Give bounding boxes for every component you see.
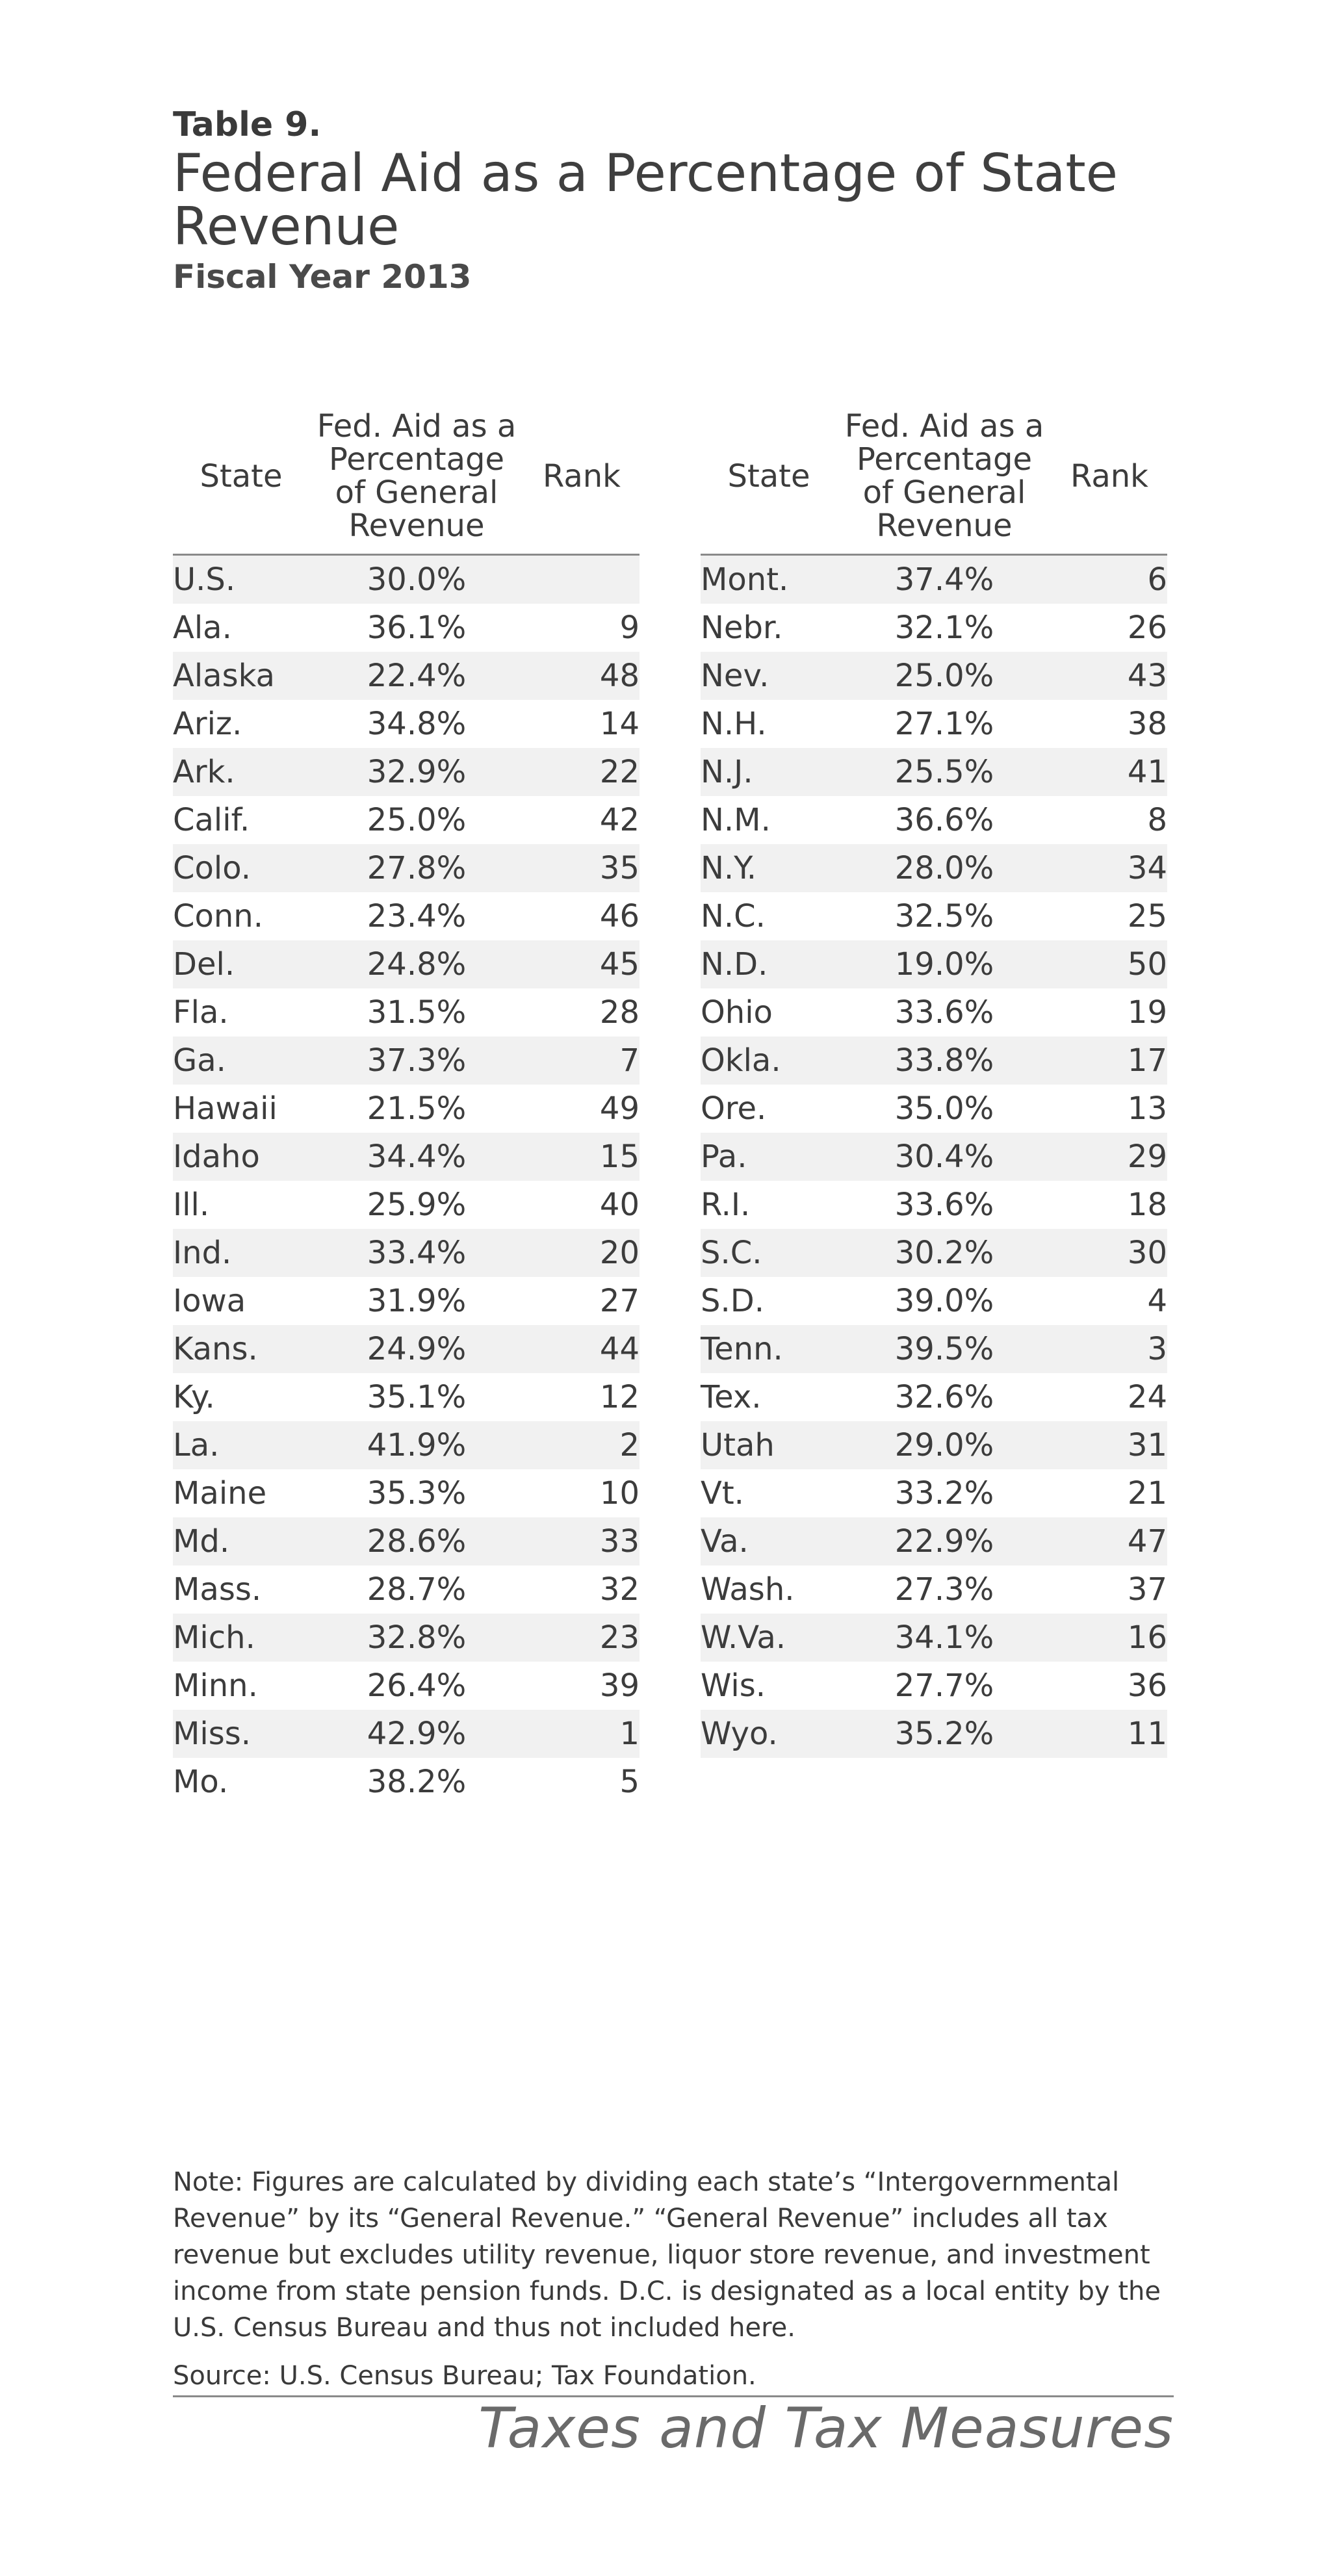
rank-cell: 45 bbox=[524, 940, 640, 988]
percentage-cell: 24.8% bbox=[309, 940, 524, 988]
state-cell: Va. bbox=[701, 1517, 837, 1565]
table-row bbox=[173, 555, 640, 604]
state-cell: Mass. bbox=[173, 1565, 309, 1614]
table-row bbox=[173, 844, 640, 892]
percentage-cell: 27.7% bbox=[837, 1662, 1052, 1710]
rank-cell: 47 bbox=[1052, 1517, 1167, 1565]
percentage-cell: 28.6% bbox=[309, 1517, 524, 1565]
percentage-cell: 23.4% bbox=[309, 892, 524, 940]
table-row bbox=[701, 1517, 1167, 1565]
table-number: Table 9. bbox=[173, 105, 322, 144]
table-row bbox=[701, 1565, 1167, 1614]
table-row bbox=[701, 1325, 1167, 1373]
state-cell: Miss. bbox=[173, 1710, 309, 1758]
state-cell: Mo. bbox=[173, 1758, 309, 1806]
state-cell: Ind. bbox=[173, 1229, 309, 1277]
table-row bbox=[701, 1710, 1167, 1758]
rank-cell: 44 bbox=[524, 1325, 640, 1373]
state-cell: W.Va. bbox=[701, 1614, 837, 1662]
table-row bbox=[701, 748, 1167, 796]
rank-cell: 1 bbox=[524, 1710, 640, 1758]
state-cell: Ill. bbox=[173, 1181, 309, 1229]
percentage-cell: 27.3% bbox=[837, 1565, 1052, 1614]
percentage-cell: 33.8% bbox=[837, 1037, 1052, 1085]
rank-cell: 28 bbox=[524, 988, 640, 1037]
rank-cell: 3 bbox=[1052, 1325, 1167, 1373]
percentage-cell: 30.0% bbox=[309, 555, 524, 604]
column-header-pct-line: Percentage bbox=[328, 441, 505, 478]
table-row bbox=[701, 1614, 1167, 1662]
state-cell: Vt. bbox=[701, 1469, 837, 1517]
state-cell: Iowa bbox=[173, 1277, 309, 1325]
rank-cell: 21 bbox=[1052, 1469, 1167, 1517]
state-cell: Tenn. bbox=[701, 1325, 837, 1373]
table-row bbox=[173, 1325, 640, 1373]
percentage-cell: 32.8% bbox=[309, 1614, 524, 1662]
state-cell: Mont. bbox=[701, 555, 837, 604]
state-cell: Ore. bbox=[701, 1085, 837, 1133]
table-row bbox=[701, 1373, 1167, 1421]
percentage-cell: 35.0% bbox=[837, 1085, 1052, 1133]
state-cell: Ohio bbox=[701, 988, 837, 1037]
rank-cell: 29 bbox=[1052, 1133, 1167, 1181]
state-cell: R.I. bbox=[701, 1181, 837, 1229]
state-cell: N.J. bbox=[701, 748, 837, 796]
column-header-pct bbox=[309, 403, 524, 555]
state-cell: Nebr. bbox=[701, 604, 837, 652]
table-row bbox=[701, 796, 1167, 844]
rank-cell: 39 bbox=[524, 1662, 640, 1710]
table-row bbox=[701, 940, 1167, 988]
percentage-cell: 28.0% bbox=[837, 844, 1052, 892]
rank-cell: 24 bbox=[1052, 1373, 1167, 1421]
state-cell: Alaska bbox=[173, 652, 309, 700]
state-cell: Wis. bbox=[701, 1662, 837, 1710]
table-row bbox=[173, 940, 640, 988]
percentage-cell: 36.1% bbox=[309, 604, 524, 652]
rank-cell: 27 bbox=[524, 1277, 640, 1325]
column-header-pct-line: Fed. Aid as a bbox=[317, 408, 517, 444]
table-row bbox=[173, 748, 640, 796]
percentage-cell: 25.5% bbox=[837, 748, 1052, 796]
rank-cell: 6 bbox=[1052, 555, 1167, 604]
rank-cell: 17 bbox=[1052, 1037, 1167, 1085]
rank-cell: 36 bbox=[1052, 1662, 1167, 1710]
state-cell: La. bbox=[173, 1421, 309, 1469]
rank-cell: 31 bbox=[1052, 1421, 1167, 1469]
page-title: Federal Aid as a Percentage of State Revenue bbox=[173, 143, 1118, 257]
rank-cell: 37 bbox=[1052, 1565, 1167, 1614]
table-footer bbox=[173, 2164, 1174, 2460]
state-cell: Ariz. bbox=[173, 700, 309, 748]
rank-cell: 11 bbox=[1052, 1710, 1167, 1758]
state-cell: Md. bbox=[173, 1517, 309, 1565]
rank-cell: 22 bbox=[524, 748, 640, 796]
rank-cell: 32 bbox=[524, 1565, 640, 1614]
percentage-cell: 32.1% bbox=[837, 604, 1052, 652]
table-row bbox=[701, 1662, 1167, 1710]
column-header-pct-line: Fed. Aid as a bbox=[844, 408, 1044, 444]
column-header-state: State bbox=[701, 403, 837, 555]
table-row bbox=[173, 1469, 640, 1517]
table-header bbox=[173, 104, 1174, 298]
table-row bbox=[701, 1421, 1167, 1469]
table-row bbox=[173, 652, 640, 700]
table-row bbox=[173, 1758, 640, 1806]
state-cell: Tex. bbox=[701, 1373, 837, 1421]
rank-cell: 42 bbox=[524, 796, 640, 844]
percentage-cell: 24.9% bbox=[309, 1325, 524, 1373]
table-row bbox=[173, 604, 640, 652]
state-cell: Conn. bbox=[173, 892, 309, 940]
table-row bbox=[701, 1229, 1167, 1277]
percentage-cell: 41.9% bbox=[309, 1421, 524, 1469]
rank-cell: 20 bbox=[524, 1229, 640, 1277]
state-cell: Minn. bbox=[173, 1662, 309, 1710]
percentage-cell: 29.0% bbox=[837, 1421, 1052, 1469]
percentage-cell: 19.0% bbox=[837, 940, 1052, 988]
table-row bbox=[173, 988, 640, 1037]
table-row bbox=[173, 1614, 640, 1662]
page-subtitle: Fiscal Year 2013 bbox=[173, 258, 472, 296]
rank-cell: 46 bbox=[524, 892, 640, 940]
rank-cell: 50 bbox=[1052, 940, 1167, 988]
rank-cell: 7 bbox=[524, 1037, 640, 1085]
table-row bbox=[173, 1181, 640, 1229]
state-cell: Hawaii bbox=[173, 1085, 309, 1133]
percentage-cell: 33.2% bbox=[837, 1469, 1052, 1517]
rank-cell: 25 bbox=[1052, 892, 1167, 940]
percentage-cell: 33.6% bbox=[837, 988, 1052, 1037]
table-row bbox=[701, 1469, 1167, 1517]
percentage-cell: 36.6% bbox=[837, 796, 1052, 844]
percentage-cell: 39.5% bbox=[837, 1325, 1052, 1373]
state-cell: Nev. bbox=[701, 652, 837, 700]
table-row bbox=[173, 1229, 640, 1277]
table-row bbox=[173, 892, 640, 940]
table-row bbox=[173, 1133, 640, 1181]
table-row bbox=[173, 1517, 640, 1565]
rank-cell bbox=[524, 555, 640, 604]
table-row bbox=[701, 1181, 1167, 1229]
left-table-body bbox=[173, 555, 640, 1807]
percentage-cell: 38.2% bbox=[309, 1758, 524, 1806]
state-cell: S.C. bbox=[701, 1229, 837, 1277]
percentage-cell: 21.5% bbox=[309, 1085, 524, 1133]
percentage-cell: 28.7% bbox=[309, 1565, 524, 1614]
state-cell: Calif. bbox=[173, 796, 309, 844]
rank-cell: 43 bbox=[1052, 652, 1167, 700]
percentage-cell: 27.8% bbox=[309, 844, 524, 892]
percentage-cell: 34.8% bbox=[309, 700, 524, 748]
column-header-pct-line: Percentage bbox=[856, 441, 1033, 478]
rank-cell: 19 bbox=[1052, 988, 1167, 1037]
state-cell: Pa. bbox=[701, 1133, 837, 1181]
rank-cell: 9 bbox=[524, 604, 640, 652]
rank-cell: 15 bbox=[524, 1133, 640, 1181]
table-row bbox=[701, 555, 1167, 604]
state-cell: Maine bbox=[173, 1469, 309, 1517]
table-row bbox=[173, 796, 640, 844]
table-row bbox=[173, 1277, 640, 1325]
table-row bbox=[173, 1085, 640, 1133]
percentage-cell: 25.0% bbox=[309, 796, 524, 844]
state-cell: Colo. bbox=[173, 844, 309, 892]
rank-cell: 5 bbox=[524, 1758, 640, 1806]
state-cell: Mich. bbox=[173, 1614, 309, 1662]
table-row bbox=[701, 1085, 1167, 1133]
state-cell: Idaho bbox=[173, 1133, 309, 1181]
publication-title: Taxes and Tax Measures bbox=[478, 2396, 1174, 2461]
percentage-cell: 33.4% bbox=[309, 1229, 524, 1277]
state-cell: Kans. bbox=[173, 1325, 309, 1373]
column-header-pct-line: of General bbox=[335, 474, 498, 511]
percentage-cell: 30.4% bbox=[837, 1133, 1052, 1181]
state-cell: Ark. bbox=[173, 748, 309, 796]
percentage-cell: 27.1% bbox=[837, 700, 1052, 748]
rank-cell: 49 bbox=[524, 1085, 640, 1133]
table-row bbox=[173, 1373, 640, 1421]
column-header-rank: Rank bbox=[1052, 403, 1167, 555]
state-cell: Ala. bbox=[173, 604, 309, 652]
percentage-cell: 39.0% bbox=[837, 1277, 1052, 1325]
table-note: Note: Figures are calculated by dividing each state’s “Intergovernmental Revenue” by its “General Revenue.” “General Revenue” includes all tax revenue but excludes utility revenue, liquor store revenue, and investment income from state pension funds. D.C. is designated as a local entity by the U.S. Census Bureau and thus not included here. bbox=[173, 2167, 1161, 2343]
state-cell: N.D. bbox=[701, 940, 837, 988]
rank-cell: 13 bbox=[1052, 1085, 1167, 1133]
rank-cell: 35 bbox=[524, 844, 640, 892]
table-row bbox=[701, 988, 1167, 1037]
percentage-cell: 25.0% bbox=[837, 652, 1052, 700]
table-row bbox=[701, 1037, 1167, 1085]
table-row bbox=[173, 700, 640, 748]
table-header-row bbox=[701, 403, 1167, 555]
percentage-cell: 37.3% bbox=[309, 1037, 524, 1085]
table-row bbox=[701, 652, 1167, 700]
rank-cell: 4 bbox=[1052, 1277, 1167, 1325]
column-header-pct-line: Revenue bbox=[876, 508, 1013, 544]
percentage-cell: 34.1% bbox=[837, 1614, 1052, 1662]
rank-cell: 10 bbox=[524, 1469, 640, 1517]
percentage-cell: 34.4% bbox=[309, 1133, 524, 1181]
rank-cell: 23 bbox=[524, 1614, 640, 1662]
rank-cell: 34 bbox=[1052, 844, 1167, 892]
percentage-cell: 25.9% bbox=[309, 1181, 524, 1229]
percentage-cell: 31.9% bbox=[309, 1277, 524, 1325]
column-header-rank: Rank bbox=[524, 403, 640, 555]
state-cell: Ga. bbox=[173, 1037, 309, 1085]
percentage-cell: 35.3% bbox=[309, 1469, 524, 1517]
rank-cell: 14 bbox=[524, 700, 640, 748]
percentage-cell: 32.5% bbox=[837, 892, 1052, 940]
rank-cell: 12 bbox=[524, 1373, 640, 1421]
table-row bbox=[173, 1421, 640, 1469]
percentage-cell: 42.9% bbox=[309, 1710, 524, 1758]
rank-cell: 26 bbox=[1052, 604, 1167, 652]
table-row bbox=[173, 1565, 640, 1614]
percentage-cell: 30.2% bbox=[837, 1229, 1052, 1277]
table-row bbox=[701, 1133, 1167, 1181]
table-row bbox=[173, 1662, 640, 1710]
rank-cell: 8 bbox=[1052, 796, 1167, 844]
percentage-cell: 22.4% bbox=[309, 652, 524, 700]
rank-cell: 38 bbox=[1052, 700, 1167, 748]
table-row bbox=[173, 1710, 640, 1758]
state-cell: N.Y. bbox=[701, 844, 837, 892]
state-cell: N.H. bbox=[701, 700, 837, 748]
state-cell: Utah bbox=[701, 1421, 837, 1469]
state-cell: N.M. bbox=[701, 796, 837, 844]
percentage-cell: 35.2% bbox=[837, 1710, 1052, 1758]
table-row bbox=[701, 892, 1167, 940]
left-data-table bbox=[173, 403, 640, 1806]
column-header-state: State bbox=[173, 403, 309, 555]
column-header-pct bbox=[837, 403, 1052, 555]
rank-cell: 2 bbox=[524, 1421, 640, 1469]
state-cell: S.D. bbox=[701, 1277, 837, 1325]
state-cell: Wash. bbox=[701, 1565, 837, 1614]
rank-cell: 40 bbox=[524, 1181, 640, 1229]
state-cell: Wyo. bbox=[701, 1710, 837, 1758]
column-header-pct-line: of General bbox=[862, 474, 1026, 511]
table-row bbox=[701, 844, 1167, 892]
right-data-table bbox=[701, 403, 1167, 1758]
percentage-cell: 26.4% bbox=[309, 1662, 524, 1710]
rank-cell: 33 bbox=[524, 1517, 640, 1565]
rank-cell: 16 bbox=[1052, 1614, 1167, 1662]
state-cell: N.C. bbox=[701, 892, 837, 940]
state-cell: U.S. bbox=[173, 555, 309, 604]
table-row bbox=[701, 700, 1167, 748]
percentage-cell: 33.6% bbox=[837, 1181, 1052, 1229]
percentage-cell: 32.6% bbox=[837, 1373, 1052, 1421]
right-table-body bbox=[701, 555, 1167, 1758]
percentage-cell: 22.9% bbox=[837, 1517, 1052, 1565]
rank-cell: 18 bbox=[1052, 1181, 1167, 1229]
percentage-cell: 35.1% bbox=[309, 1373, 524, 1421]
column-header-pct-line: Revenue bbox=[348, 508, 485, 544]
rank-cell: 48 bbox=[524, 652, 640, 700]
rank-cell: 41 bbox=[1052, 748, 1167, 796]
percentage-cell: 32.9% bbox=[309, 748, 524, 796]
state-cell: Ky. bbox=[173, 1373, 309, 1421]
state-cell: Del. bbox=[173, 940, 309, 988]
table-row bbox=[701, 604, 1167, 652]
state-cell: Fla. bbox=[173, 988, 309, 1037]
state-cell: Okla. bbox=[701, 1037, 837, 1085]
table-header-row bbox=[173, 403, 640, 555]
table-row bbox=[173, 1037, 640, 1085]
rank-cell: 30 bbox=[1052, 1229, 1167, 1277]
table-source: Source: U.S. Census Bureau; Tax Foundation. bbox=[173, 2358, 1174, 2397]
percentage-cell: 31.5% bbox=[309, 988, 524, 1037]
table-row bbox=[701, 1277, 1167, 1325]
percentage-cell: 37.4% bbox=[837, 555, 1052, 604]
